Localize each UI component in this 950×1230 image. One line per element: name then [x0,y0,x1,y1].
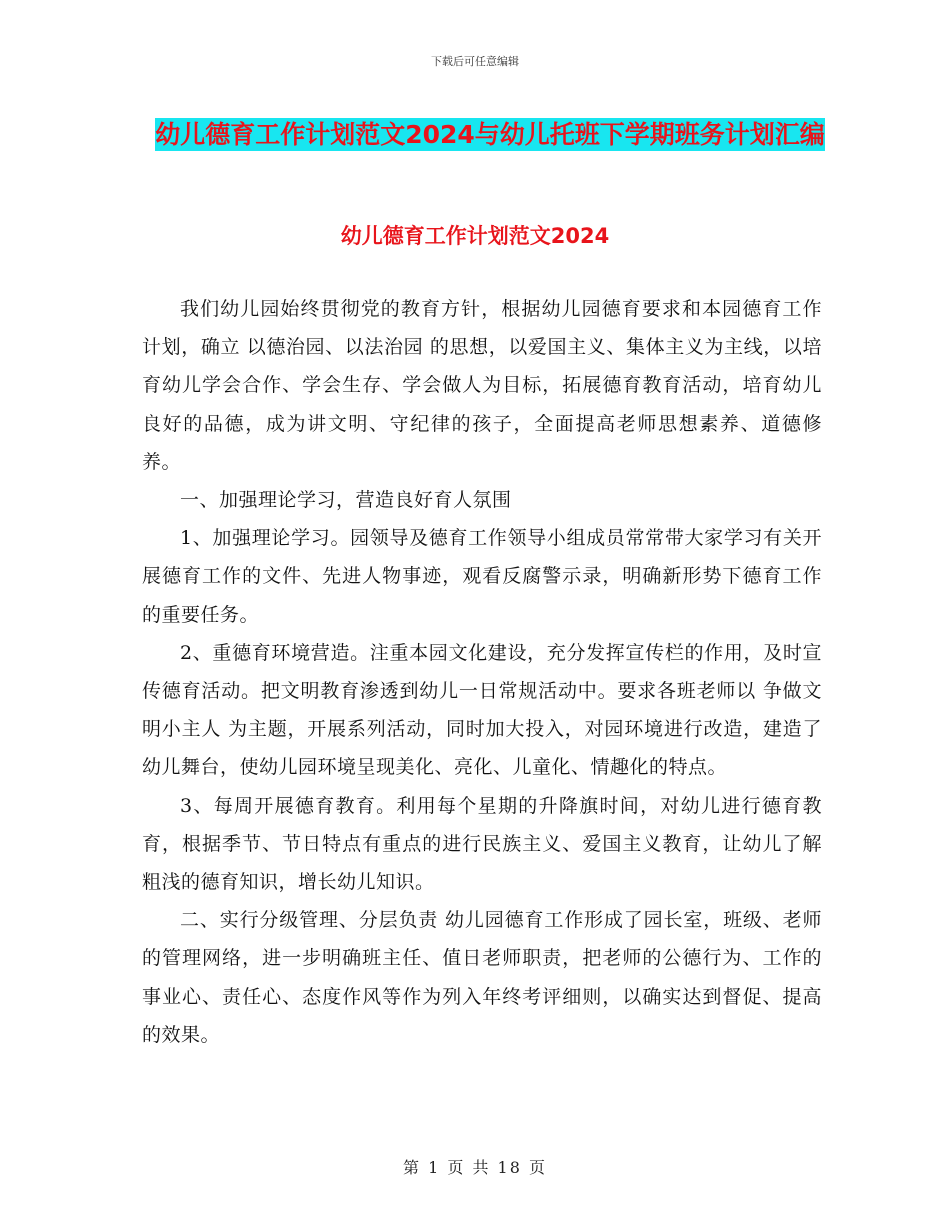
body-text [142,290,822,1054]
page-number-footer: 第 1 页 共 18 页 [403,1158,547,1177]
paragraph: 3、每周开展德育教育。利用每个星期的升降旗时间，对幼儿进行德育教育，根据季节、节日特点有重点的进行民族主义、爱国主义教育，让幼儿了解粗浅的德育知识，增长幼儿知识。 [142,794,822,894]
document-title [140,110,840,160]
paragraph: 我们幼儿园始终贯彻党的教育方针，根据幼儿园德育要求和本园德育工作计划，确立 以德治园、以法治园 的思想，以爱国主义、集体主义为主线，以培育幼儿学会合作、学会生存、学会做人为目标，拓展德育教育活动，培育幼儿良好的品德，成为讲文明、守纪律的孩子，全面提高老师思想素养、道德修养。 [142,298,822,473]
document-title-text: 幼儿德育工作计划范文2024与幼儿托班下学期班务计划汇编 [155,120,825,149]
paragraph: 2、重德育环境营造。注重本园文化建设，充分发挥宣传栏的作用，及时宣传德育活动。把文明教育渗透到幼儿一日常规活动中。要求各班老师以 争做文明小主人 为主题，开展系列活动，同时加大投入，对园环境进行改造，建造了幼儿舞台，使幼儿园环境呈现美化、亮化、儿童化、情趣化的特点。 [142,641,822,779]
header-note: 下载后可任意编辑 [431,55,519,68]
paragraph: 二、实行分级管理、分层负责 幼儿园德育工作形成了园长室，班级、老师的管理网络，进一步明确班主任、值日老师职责，把老师的公德行为、工作的事业心、责任心、态度作风等作为列入年终考评细则，以确实达到督促、提高的效果。 [142,909,822,1046]
paragraph: 一、加强理论学习，营造良好育人氛围 [180,489,512,512]
section-title: 幼儿德育工作计划范文2024 [340,224,610,248]
paragraph: 1、加强理论学习。园领导及德育工作领导小组成员常常带大家学习有关开展德育工作的文件、先进人物事迹，观看反腐警示录，明确新形势下德育工作的重要任务。 [142,527,822,626]
